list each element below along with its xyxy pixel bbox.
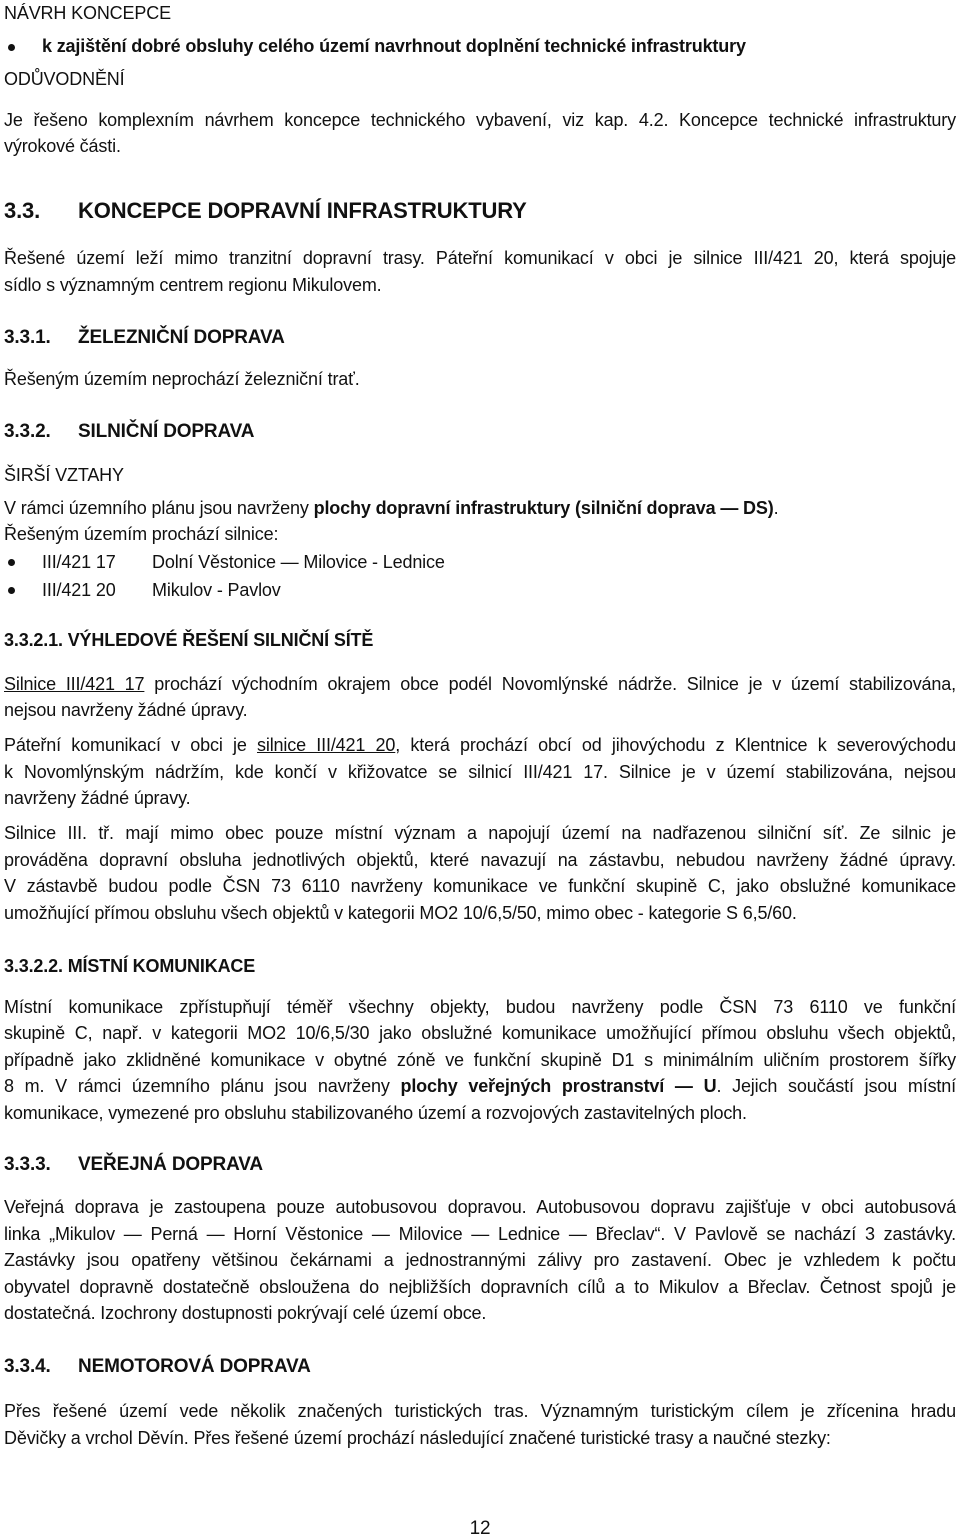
paragraph-line: [4, 734, 956, 756]
proposal-heading: NÁVRH KONCEPCE: [4, 3, 171, 23]
paragraph-line: Silnice III. tř. mají mimo obec pouze místní význam a napojují území na nadřazenou silniční síť. Ze silnic je: [4, 823, 956, 843]
paragraph-line: komunikace, vymezené pro obsluhu stabilizovaného území a rozvojových zastavitelných ploch.: [4, 1103, 747, 1123]
section-title: KONCEPCE DOPRAVNÍ INFRASTRUKTURY: [78, 198, 527, 223]
page-number: 12: [469, 1518, 491, 1539]
section-title: SILNIČNÍ DOPRAVA: [78, 421, 255, 442]
section-heading-3-3-4: [4, 1356, 311, 1378]
section-heading-3-3: [4, 200, 527, 222]
section-number: 3.3.: [4, 198, 41, 223]
bold-text-run: plochy veřejných prostranství — U: [400, 1076, 717, 1096]
text-run: 8 m. V rámci územního plánu jsou navrženy: [4, 1076, 401, 1096]
justification-line-2: výrokové části.: [4, 136, 121, 156]
paragraph-line: umožňující přímou obsluhu všech objektů v kategorii MO2 10/6,5/50, mimo obec - kategorie S 6,5/60.: [4, 903, 797, 923]
paragraph-line: [4, 1075, 956, 1097]
paragraph-line: skupině C, např. v kategorii MO2 10/6,5/30 jako obslužné komunikace umožňující přímou obsluhu všech objektů,: [4, 1023, 956, 1043]
paragraph-line: Zastávky jsou opatřeny většinou čekárnami a jednostrannými zálivy pro zastavení. Obec je vzhledem k počtu: [4, 1250, 956, 1270]
proposal-bullet-text: k zajištění dobré obsluhy celého území navrhnout doplnění technické infrastruktury: [42, 36, 746, 56]
paragraph-line: Řešeným územím neprochází železniční trať.: [4, 369, 360, 389]
subheading-wider-relations: ŠIRŠÍ VZTAHY: [4, 465, 124, 485]
section-heading-3-3-2-2: 3.3.2.2. MÍSTNÍ KOMUNIKACE: [4, 956, 256, 976]
paragraph-line: Veřejná doprava je zastoupena pouze autobusovou dopravou. Autobusovou dopravu zajišťuje v obci autobusová: [4, 1197, 956, 1217]
text-run: , která prochází obcí od jihovýchodu z Klentnice k severovýchodu: [395, 735, 956, 755]
paragraph-line: Řešené území leží mimo tranzitní dopravní trasy. Páteřní komunikací v obci je silnice III/421 20, která spojuje: [4, 248, 956, 268]
paragraph-line: dostatečná. Izochrony dostupnosti pokrývají celé území obce.: [4, 1303, 487, 1323]
text-run: .: [773, 498, 779, 518]
section-heading-3-3-3: [4, 1154, 263, 1176]
underlined-road-name: silnice III/421 20: [257, 735, 396, 755]
section-heading-3-3-2: [4, 421, 254, 443]
bullet-icon: [8, 559, 15, 566]
paragraph-line: k Novomlýnským nádržím, kde končí v křižovatce se silnicí III/421 17. Silnice je v území stabilizována, nejsou: [4, 762, 956, 782]
justification-heading: ODŮVODNĚNÍ: [4, 69, 125, 89]
underlined-road-name: Silnice III/421 17: [4, 674, 145, 694]
road-route: Mikulov - Pavlov: [152, 580, 281, 600]
paragraph-line: prováděna dopravní obsluha jednotlivých objektů, které navazují na zástavbu, nebudou navrženy žádné úpravy.: [4, 850, 956, 870]
section-heading-3-3-1: [4, 327, 285, 349]
justification-line-1: Je řešeno komplexním návrhem koncepce technického vybavení, viz kap. 4.2. Koncepce technické infrastruktury: [4, 110, 956, 130]
road-code: III/421 20: [42, 580, 116, 600]
road-item: [42, 551, 445, 573]
section-number: 3.3.1.: [4, 327, 51, 348]
section-heading-3-3-2-1: 3.3.2.1. VÝHLEDOVÉ ŘEŠENÍ SILNIČNÍ SÍTĚ: [4, 630, 374, 650]
section-number: 3.3.3.: [4, 1154, 51, 1175]
section-title: NEMOTOROVÁ DOPRAVA: [78, 1356, 311, 1377]
road-code: III/421 17: [42, 552, 116, 572]
bold-text-run: plochy dopravní infrastruktury (silniční doprava — DS): [313, 498, 774, 518]
section-number: 3.3.2.: [4, 421, 51, 442]
paragraph-line: případně jako zklidněné komunikace v obytné zóně ve funkční skupině D1 s minimálním uličním prostorem šířky: [4, 1050, 956, 1070]
paragraph-line: obyvatel dopravně dostatečně obsloužena do nejbližších dopravních cílů a to Mikulov a Břeclav. Četnost spojů je: [4, 1277, 956, 1297]
paragraph-line: [4, 673, 956, 695]
paragraph-line: Místní komunikace zpřístupňují téměř všechny objekty, budou navrženy podle ČSN 73 6110 ve funkční: [4, 997, 956, 1017]
bullet-icon: [8, 44, 15, 51]
text-run: prochází východním okrajem obce podél Novomlýnské nádrže. Silnice je v území stabilizována,: [144, 674, 956, 694]
paragraph-line: sídlo s významným centrem regionu Mikulovem.: [4, 275, 382, 295]
roads-intro: Řešeným územím prochází silnice:: [4, 524, 279, 544]
paragraph-line: Děvičky a vrchol Děvín. Přes řešené území prochází následující značené turistické trasy a naučné stezky:: [4, 1428, 831, 1448]
paragraph-line: navrženy žádné úpravy.: [4, 788, 191, 808]
paragraph-line: V zástavbě budou podle ČSN 73 6110 navrženy komunikace ve funkční skupině C, jako obslužné komunikace: [4, 876, 956, 896]
text-run: Páteřní komunikací v obci je: [4, 735, 257, 755]
text-run: V rámci územního plánu jsou navrženy: [4, 498, 314, 518]
road-item: [42, 579, 281, 601]
paragraph-line: nejsou navrženy žádné úpravy.: [4, 700, 248, 720]
paragraph-line: Přes řešené území vede několik značených turistických tras. Významným turistickým cílem je zřícenina hradu: [4, 1401, 956, 1421]
road-route: Dolní Věstonice — Milovice - Lednice: [152, 552, 445, 572]
section-number: 3.3.4.: [4, 1356, 51, 1377]
text-run: . Jejich součástí jsou místní: [716, 1076, 956, 1096]
section-title: ŽELEZNIČNÍ DOPRAVA: [78, 327, 285, 348]
bullet-icon: [8, 587, 15, 594]
section-title: VEŘEJNÁ DOPRAVA: [78, 1154, 263, 1175]
paragraph-line: [4, 497, 778, 519]
paragraph-line: linka „Mikulov — Perná — Horní Věstonice — Milovice — Lednice — Břeclav“. V Pavlově se nachází 3 zastávky.: [4, 1224, 956, 1244]
